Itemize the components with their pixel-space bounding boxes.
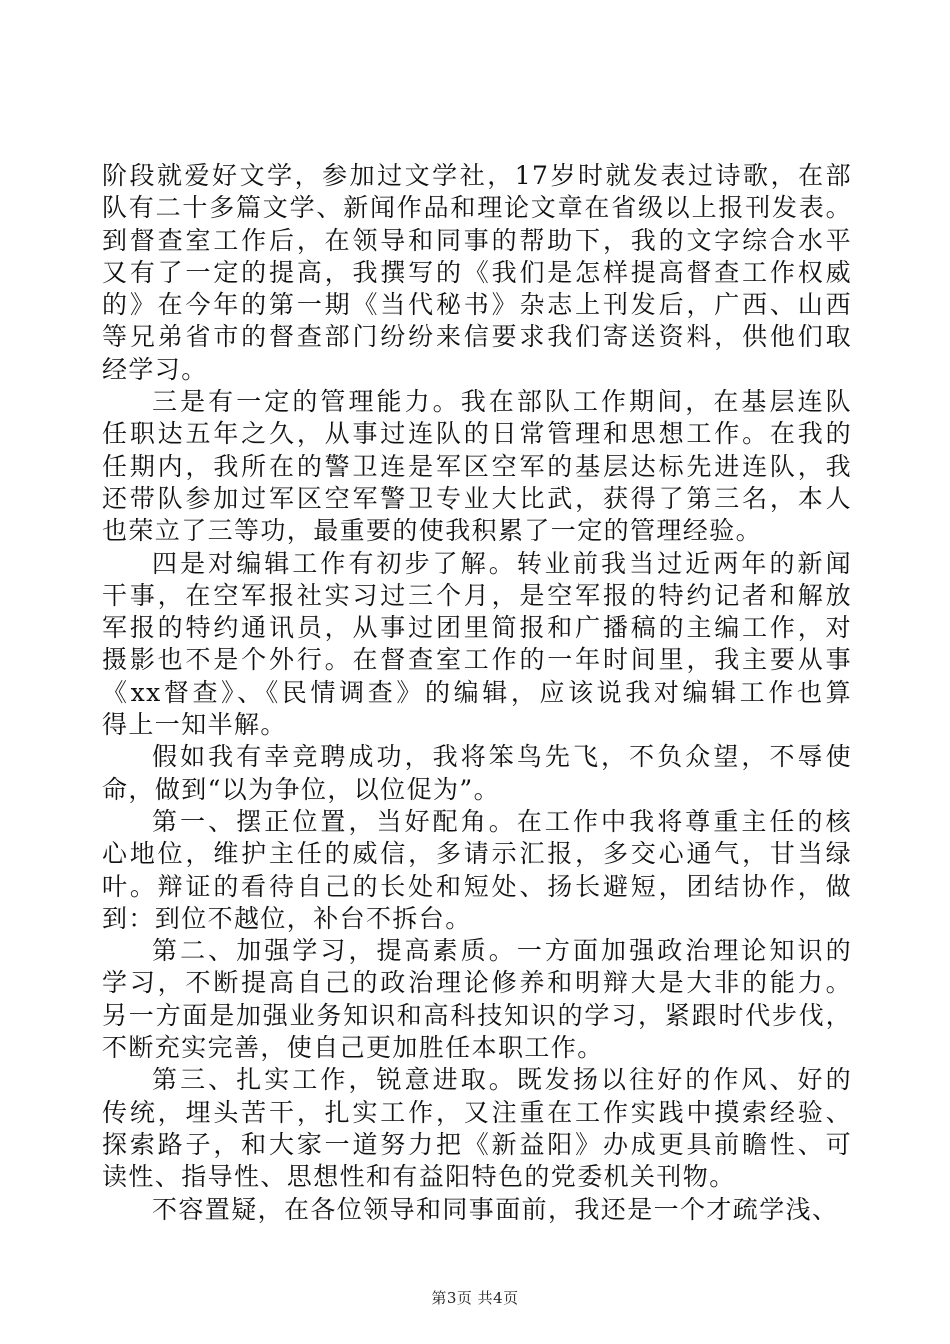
text-line: 摄影也不是个外行。在督查室工作的一年时间里，我主要从事 [102, 645, 852, 675]
text-line: 不容置疑，在各位领导和同事面前，我还是一个才疏学浅、 [152, 1194, 839, 1224]
text-line: 另一方面是加强业务知识和高科技知识的学习，紧跟时代步伐， [102, 1000, 852, 1030]
text-line: 任职达五年之久，从事过连队的日常管理和思想工作。在我的 [102, 419, 852, 449]
text-line: 《xx督查》、《民情调查》的编辑，应该说我对编辑工作也算 [102, 677, 852, 707]
text-line: 到：到位不越位，补台不拆台。 [102, 903, 472, 933]
text-line: 三是有一定的管理能力。我在部队工作期间，在基层连队 [152, 387, 852, 417]
text-line: 等兄弟省市的督查部门纷纷来信要求我们寄送资料，供他们取 [102, 322, 852, 352]
text-line: 经学习。 [102, 354, 208, 384]
text-line: 得上一知半解。 [102, 710, 287, 740]
text-line: 的》在今年的第一期《当代秘书》杂志上刊发后，广西、山西 [102, 290, 852, 320]
text-line: 军报的特约通讯员，从事过团里简报和广播稿的主编工作，对 [102, 613, 852, 643]
text-line: 探索路子，和大家一道努力把《新益阳》办成更具前瞻性、可 [102, 1129, 852, 1159]
document-body [102, 160, 852, 1226]
text-line: 叶。辩证的看待自己的长处和短处、扬长避短，团结协作，做 [102, 871, 852, 901]
text-line: 又有了一定的提高，我撰写的《我们是怎样提高督查工作权威 [102, 257, 852, 287]
text-line: 第二、加强学习，提高素质。一方面加强政治理论知识的 [152, 936, 852, 966]
text-line: 命，做到“以为争位，以位促为”。 [102, 774, 500, 804]
text-line: 传统，埋头苦干，扎实工作，又注重在工作实践中摸索经验、 [102, 1097, 852, 1127]
text-line: 任期内，我所在的警卫连是军区空军的基层达标先进连队，我 [102, 451, 852, 481]
text-line: 也荣立了三等功，最重要的使我积累了一定的管理经验。 [102, 516, 763, 546]
text-line: 第三、扎实工作，锐意进取。既发扬以往好的作风、好的 [152, 1065, 852, 1095]
text-line: 心地位，维护主任的威信，多请示汇报，多交心通气，甘当绿 [102, 839, 852, 869]
text-line: 学习，不断提高自己的政治理论修养和明辩大是大非的能力。 [102, 968, 852, 998]
text-line: 假如我有幸竞聘成功，我将笨鸟先飞，不负众望，不辱使 [152, 742, 852, 772]
page-number-footer: 第3页 共4页 [431, 1289, 519, 1307]
text-line: 阶段就爱好文学，参加过文学社，17岁时就发表过诗歌，在部 [102, 161, 852, 190]
text-line: 第一、摆正位置，当好配角。在工作中我将尊重主任的核 [152, 806, 852, 836]
text-line: 干事，在空军报社实习过三个月，是空军报的特约记者和解放 [102, 580, 852, 610]
text-line: 到督查室工作后，在领导和同事的帮助下，我的文字综合水平 [102, 225, 852, 255]
text-line: 读性、指导性、思想性和有益阳特色的党委机关刊物。 [102, 1162, 736, 1192]
text-line: 不断充实完善，使自己更加胜任本职工作。 [102, 1033, 604, 1063]
text-line: 队有二十多篇文学、新闻作品和理论文章在省级以上报刊发表。 [102, 193, 852, 223]
text-line: 四是对编辑工作有初步了解。转业前我当过近两年的新闻 [152, 548, 852, 578]
text-line: 还带队参加过军区空军警卫专业大比武，获得了第三名，本人 [102, 483, 852, 513]
